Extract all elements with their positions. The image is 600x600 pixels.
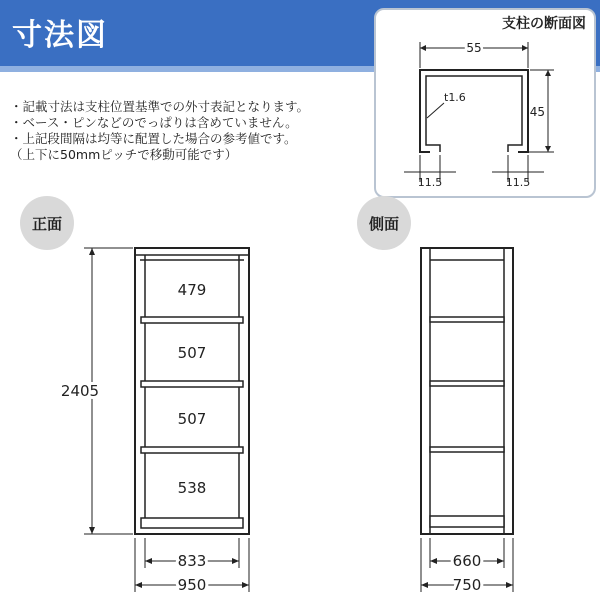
side-shelf-3 xyxy=(430,447,504,452)
total-height-label: 2405 xyxy=(60,382,100,400)
outer-width-arrow-left xyxy=(135,582,142,588)
side-inner-arrow-left xyxy=(430,558,437,564)
front-shelf-2 xyxy=(141,381,243,387)
note-line: ・上記段間隔は均等に配置した場合の参考値です。 xyxy=(10,131,297,146)
side-inner-depth-label: 660 xyxy=(452,552,482,570)
shelf-gap-label: 538 xyxy=(177,479,207,497)
inner-width-label: 833 xyxy=(177,552,207,570)
notes-block xyxy=(10,99,370,163)
section-thickness-label: t1.6 xyxy=(444,91,466,104)
side-outer-arrow-right xyxy=(506,582,513,588)
side-shelf-1 xyxy=(430,317,504,322)
note-line: ・ベース・ピンなどのでっぱりは含めていません。 xyxy=(10,115,298,130)
page-title: 寸法図 xyxy=(12,18,108,53)
section-height-label: 45 xyxy=(529,105,545,119)
side-outer-arrow-left xyxy=(421,582,428,588)
outer-width-label: 950 xyxy=(177,576,207,594)
shelf-gap-label: 507 xyxy=(177,410,207,428)
side-outer-depth-label: 750 xyxy=(452,576,482,594)
side-view-badge xyxy=(357,196,411,250)
side-frame xyxy=(421,248,513,534)
height-arrow-top xyxy=(89,248,95,255)
side-inner-arrow-right xyxy=(497,558,504,564)
side-shelf-bottom xyxy=(430,516,504,527)
inner-width-arrow-right xyxy=(232,558,239,564)
post-section-panel xyxy=(374,8,596,198)
lip-left-label: 11.5 xyxy=(417,176,443,189)
outer-width-arrow-right xyxy=(242,582,249,588)
front-shelf-1 xyxy=(141,317,243,323)
front-shelf-top xyxy=(135,255,249,260)
side-shelf-2 xyxy=(430,381,504,386)
side-view-label: 側面 xyxy=(368,214,399,233)
shelf-gap-label: 507 xyxy=(177,344,207,362)
front-view-badge xyxy=(20,196,74,250)
section-title: 支柱の断面図 xyxy=(502,16,586,32)
front-view-label: 正面 xyxy=(31,214,62,233)
height-arrow-bottom xyxy=(89,527,95,534)
note-line: ・記載寸法は支柱位置基準での外寸表記となります。 xyxy=(10,99,310,114)
section-width-label: 55 xyxy=(466,41,482,55)
lip-right-label: 11.5 xyxy=(505,176,531,189)
note-line: （上下に50mmピッチで移動可能です） xyxy=(10,147,238,162)
inner-width-arrow-left xyxy=(145,558,152,564)
shelf-gap-label: 479 xyxy=(177,281,207,299)
front-shelf-bottom xyxy=(141,518,243,528)
front-shelf-3 xyxy=(141,447,243,453)
front-frame xyxy=(135,248,249,534)
